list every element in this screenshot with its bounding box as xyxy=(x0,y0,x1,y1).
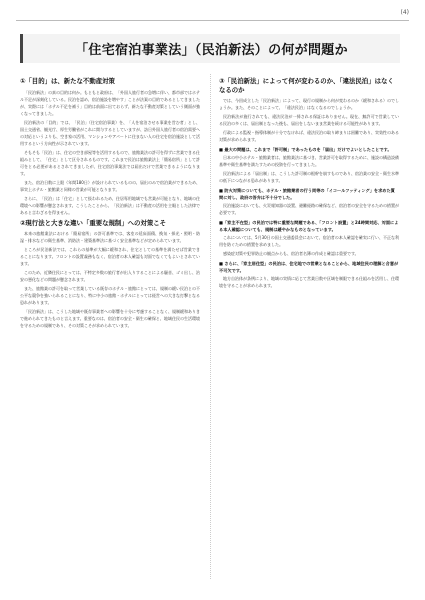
paragraph: 民泊新法による「届出制」は、こうした許可制の根幹を崩すものであり、宿泊業の安全・衛生水準の低下につながる恐れがあります。 xyxy=(219,171,399,183)
paragraph: また、旅館業の許可を取って営業している既存のホテル・旅館にとっては、規制の緩い民泊との不公平な競争を強いられることになり、特に中小の旅館・ホテルにとっては経営への大きな打撃となる恐れがあります。 xyxy=(20,286,200,305)
paragraph: これについては、5月30日の国土交通委員会において、宿泊者の本人確認を確実に行い、不正な利用を防ぐための措置を求めました。 xyxy=(219,235,399,247)
right-column xyxy=(219,74,399,291)
subsection-heading: ■ さらに、「家主居住型」の民泊は、住宅地での営業となることから、地域住民の理解と合意が不可欠です。 xyxy=(219,261,399,273)
paragraph: 民泊新法の「目的」では、「民泊」（住宅宿泊事業）を、「人を宿泊させる事業を営む者」とし、国土交通省、観光庁、厚生労働省がこれに関与するとしていますが、訪日外国人旅行者の宿泊需要への対応というよりも、空き家の活用、マンションやアパートに住まない人の住宅を宿泊施設として活用するという方向性が示されています。 xyxy=(20,119,200,146)
paragraph: 「民泊新法」は、こうした地域や既存事業者への影響を十分に考慮することなく、規制緩和ありきで進められてきたものと言えます。重要なのは、宿泊者の安全・衛生の確保と、地域住民の生活環境を守るための規制であり、その対策こそが求められています。 xyxy=(20,309,200,328)
section-heading: ①「目的」は、新たな不動産対策 xyxy=(20,77,115,85)
paragraph: また、宿泊日数に上限（年間180日）が設けられているものの、届出のみで宿泊業ができるため、事実上ホテル・旅館業と同様の営業が可能となります。 xyxy=(20,179,200,192)
paragraph: 民泊施設においても、火災報知器の設置、避難経路の確保など、宿泊者の安全を守るための措置が必要です。 xyxy=(219,203,399,215)
paragraph: 「民泊新法」の真の目的は何か。もともと政府は、「外国人旅行者の急増に伴い、都市部ではホテル不足が深刻化している。民泊を認め、宿泊施設を増やす」ことが法案の目的であるとしてきましたが、実際には「ホテル不足を補う」目的は前面に出ておらず、新たな不動産対策としていう側面が強くなってきました。 xyxy=(20,89,200,116)
paragraph: 地方自治体が条例により、地域の実情に応じて営業日数や区域を制限できる仕組みを活用し、住環境を守ることが求められます。 xyxy=(219,276,399,288)
section-heading: ②現行法と大きな違い「重要な規制」への対策こそ xyxy=(20,218,167,227)
paragraph: 日本の中小ホテル・旅館業者は、旅館業法に基づき、営業許可を取得するために、施設の構造設備基準や衛生基準を満たすための投資を行ってきました。 xyxy=(219,155,399,167)
article-title: 「住宅宿泊事業法」（民泊新法）の何が問題か xyxy=(20,34,400,63)
paragraph: そもそも「民泊」は、住宅の空き部屋等を活用するもので、旅館業法の許可を得ずに営業できる仕組みとして、「住宅」として区分されるものです。これまで民泊は旅館業法上「簡易宿所」として許可をとる必要があるとされてきましたが、住宅宿泊事業法では届出だけで営業できるようになります。 xyxy=(20,149,200,176)
header-rule xyxy=(16,20,409,21)
paragraph: 民泊新法が施行されても、違法民泊が一掃される保証はありません。現在、無許可で営業している民泊の多くは、届出制となった後も、届出をしないまま営業を続ける可能性があります。 xyxy=(219,114,399,126)
subsection-heading: ■「家主不在型」の民泊では特に重要な問題である、「フロント設置」と24時間対応、対面による本人確認についても、規制は緩やかなものとなっています。 xyxy=(219,220,399,232)
section-heading: ③「民泊新法」によって何が変わるのか、「違法民泊」はなくなるのか xyxy=(219,77,394,94)
column-divider xyxy=(210,74,211,579)
left-column xyxy=(20,74,200,331)
paragraph: 感染症対策や犯罪防止の観点からも、宿泊者名簿の作成と確認は重要です。 xyxy=(223,251,359,256)
subsection-heading: ■ 最大の問題は、これまで「許可制」であったものを「届出」だけでよいとしたことです。 xyxy=(219,147,392,152)
paragraph: 行政による監視・指導体制が十分でなければ、違法民泊の取り締まりは困難であり、実効性のある対策が求められます。 xyxy=(219,130,399,142)
paragraph: では、今回成立した「民泊新法」によって、現行の規制から何が変わるのか（緩和される）のでしょうか。また、そのことによって、「違法民泊」はなくなるのでしょうか。 xyxy=(219,98,399,110)
paragraph: さらに、「民泊」は「住宅」として扱われるため、住居専用地域でも営業が可能となり、地域の住環境への影響が懸念されます。こうしたことから、「民泊新法」は不動産の活用を主眼とした法律であると言わざるを得ません。 xyxy=(20,195,200,215)
paragraph: ところが民泊新法では、これらの基準が大幅に緩和され、住宅としての基準を満たせば営業できることになります。フロントの設置義務もなく、宿泊者の本人確認も対面でなくてもよいとされています。 xyxy=(20,247,200,266)
page-number: (4) xyxy=(400,9,409,16)
subsection-heading: ■ 防火対策についても、ホテル・旅館業者の行う同等の「イコールフッティング」を求めた質問に対し、政府の答弁は不十分でした。 xyxy=(219,188,395,200)
paragraph: このため、近隣住民にとっては、不特定多数の旅行者が出入りすることによる騒音、ゴミ出し、治安の悪化などの問題が懸念されます。 xyxy=(20,270,200,282)
paragraph: 本来の旅館業法における「簡易宿所」の許可基準では、客室の延床面積、換気・採光・照明・防湿・排水などの衛生基準、消防法・建築基準法に基づく安全基準などが定められています。 xyxy=(20,231,200,243)
